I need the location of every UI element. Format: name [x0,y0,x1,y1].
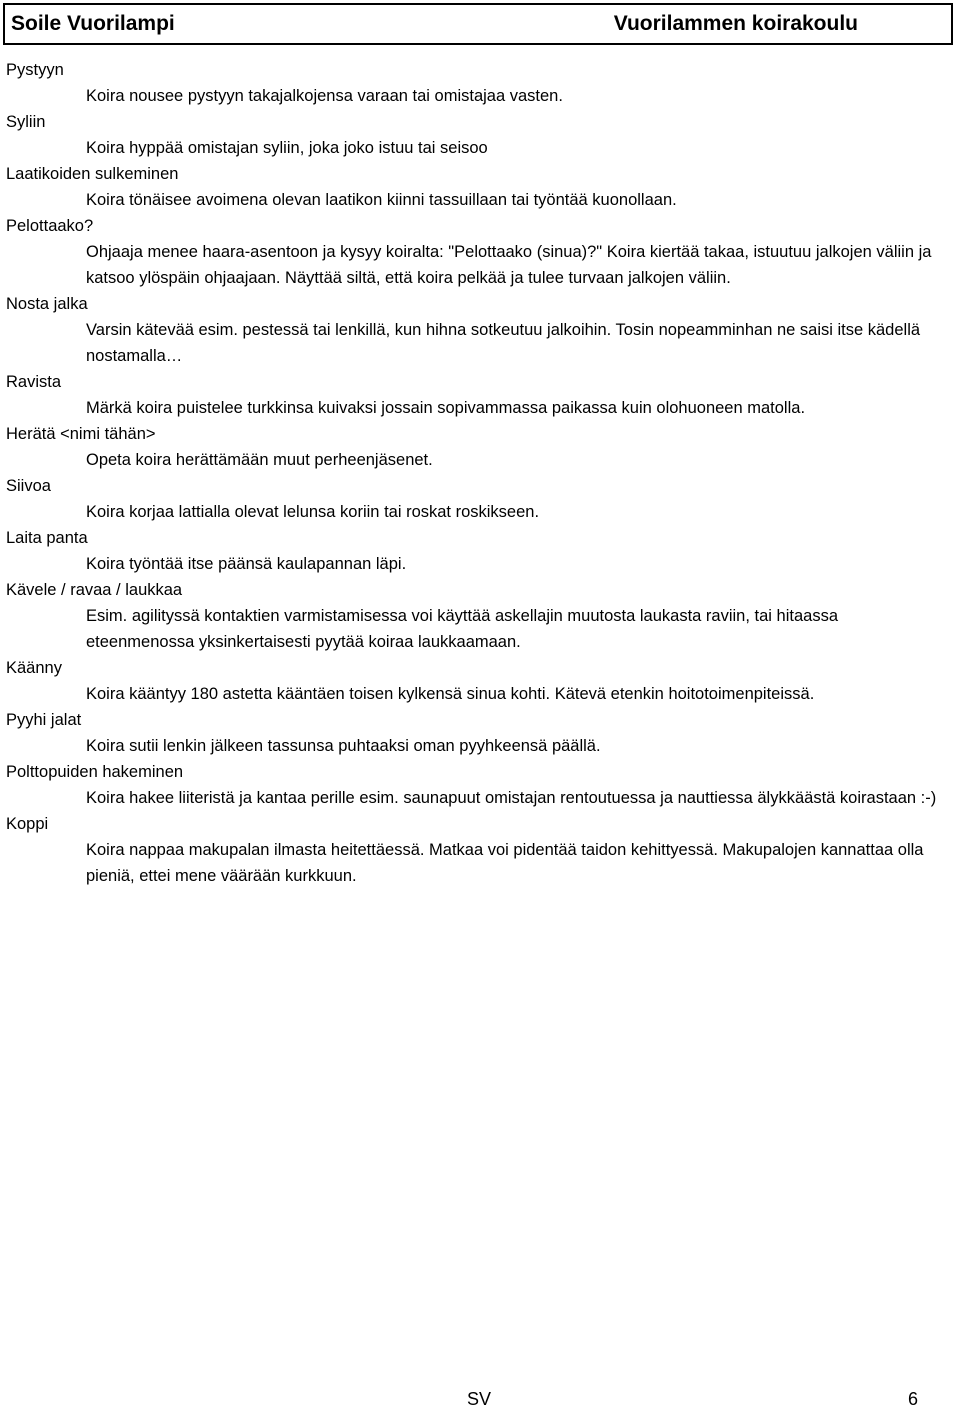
command-term: Pyyhi jalat [6,711,82,729]
command-entry [6,811,946,889]
page-number: 6 [908,1389,919,1409]
command-term: Syliin [6,113,46,131]
command-description: Opeta koira herättämään muut perheenjäsenet. [86,451,433,469]
command-description: Koira tönäisee avoimena olevan laatikon kiinni tassuillaan tai työntää kuonollaan. [86,191,677,209]
command-term: Ravista [6,373,62,391]
command-description: Märkä koira puistelee turkkinsa kuivaksi jossain sopivammassa paikassa kuin olohuoneen matolla. [86,399,806,417]
command-description: Koira hyppää omistajan syliin, joka joko istuu tai seisoo [86,139,488,157]
command-term: Laatikoiden sulkeminen [6,165,179,183]
command-description: Koira sutii lenkin jälkeen tassunsa puhtaaksi oman pyyhkeensä päällä. [86,737,601,755]
command-term: Pystyyn [6,61,64,79]
command-term: Nosta jalka [6,295,88,313]
command-term: Siivoa [6,477,51,495]
command-term: Herätä <nimi tähän> [6,425,156,443]
footer-language: SV [467,1389,492,1409]
command-entry [6,759,946,811]
page-header [3,3,953,45]
command-description: Koira nappaa makupalan ilmasta heitettäessä. Matkaa voi pidentää taidon kehittyessä. Makupalojen kannattaa olla pieniä, ettei mene väärään kurkkuun. [86,841,924,885]
command-description: Esim. agilityssä kontaktien varmistamisessa voi käyttää askellajin muutosta laukasta raviin, tai hitaassa eteenmenossa yksinkertaisesti pyytää koiraa laukkaamaan. [86,607,838,651]
command-entry [6,161,946,213]
command-entry [6,525,946,577]
command-description: Koira nousee pystyyn takajalkojensa varaan tai omistajaa vasten. [86,87,563,105]
command-description: Varsin kätevää esim. pestessä tai lenkillä, kun hihna sotkeutuu jalkoihin. Tosin nopeamminhan ne saisi itse kädellä nostamalla… [86,321,921,365]
command-description: Koira korjaa lattialla olevat lelunsa koriin tai roskat roskikseen. [86,503,540,521]
command-term: Polttopuiden hakeminen [6,763,184,781]
command-entry [6,369,946,421]
command-entry [6,421,946,473]
command-description: Koira työntää itse päänsä kaulapannan läpi. [86,555,407,573]
command-list [6,57,946,889]
command-entry [6,577,946,655]
command-entry [6,655,946,707]
command-term: Koppi [6,815,49,833]
command-description: Ohjaaja menee haara-asentoon ja kysyy koiralta: "Pelottaako (sinua)?" Koira kiertää takaa, istuutuu jalkojen väliin ja katsoo ylöspäin ohjaajaan. Näyttää siltä, että koira pelkää ja tulee turvaan jalkojen väliin. [86,243,932,287]
command-entry [6,473,946,525]
command-term: Kävele / ravaa / laukkaa [6,581,183,599]
command-entry [6,707,946,759]
command-term: Laita panta [6,529,88,547]
command-term: Käänny [6,659,62,677]
command-description: Koira kääntyy 180 astetta kääntäen toisen kylkensä sinua kohti. Kätevä etenkin hoitotoimenpiteissä. [86,685,815,703]
command-entry [6,291,946,369]
command-term: Pelottaako? [6,217,94,235]
command-description: Koira hakee liiteristä ja kantaa perille esim. saunapuut omistajan rentoutuessa ja nauttiessa älykkäästä koirastaan :-) [86,789,937,807]
header-author: Soile Vuorilampi [11,12,175,35]
command-entry [6,57,946,109]
header-title: Vuorilammen koirakoulu [613,12,858,35]
command-entry [6,109,946,161]
command-entry [6,213,946,291]
